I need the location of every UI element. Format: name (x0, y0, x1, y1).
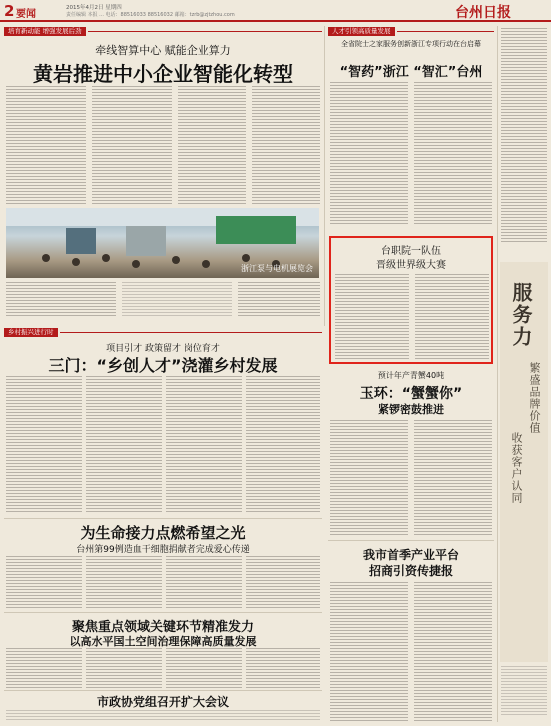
article-subhead: 以高水平国土空间治理保障高质量发展 (69, 635, 257, 648)
column-banner-talent (328, 27, 494, 36)
article-headline: 聚焦重点领域关键环节精准发力 (71, 620, 254, 635)
brand-ad (500, 262, 548, 662)
article-body (414, 82, 492, 224)
article-body (330, 582, 408, 722)
article-body (238, 282, 320, 318)
article-headline: “智药”浙江 “智汇”台州 (339, 65, 483, 80)
ad-slogan-1: 繁盛品牌价值 (528, 362, 541, 434)
column-tag: 培育新动能 增强发展后劲 (4, 27, 86, 36)
article-body (166, 556, 242, 610)
ad-slogan-2: 收获客户认同 (510, 432, 523, 504)
article-body (166, 648, 242, 688)
section-divider (328, 540, 494, 541)
article-subhead: 台州第99例造血干细胞捐献者完成爱心传递 (76, 545, 250, 555)
article-body (246, 648, 320, 688)
section-divider (4, 690, 322, 691)
article-headline: 黄岩推进中小企业智能化转型 (33, 62, 293, 86)
article-subhead: 紧锣密鼓推进 (378, 403, 444, 416)
article-body (86, 648, 162, 688)
column-tag: 乡村振兴进行时 (4, 328, 58, 337)
column-rule (60, 332, 323, 333)
column-rule (88, 31, 322, 32)
column-banner-rural (4, 328, 322, 337)
section-divider (4, 518, 322, 519)
photo-caption: 浙江泵与电机展览会 (241, 264, 313, 273)
article-headline: 晋级世界级大赛 (376, 260, 446, 271)
article-body (335, 274, 409, 360)
column-divider (497, 26, 498, 722)
article-body (92, 86, 172, 204)
exhibition-photo (6, 208, 319, 278)
article-kicker: 牵线智算中心 赋能企业算力 (95, 44, 231, 57)
article-body (246, 376, 320, 514)
article-kicker: 全省院士之家服务创新浙江专项行动在台启幕 (341, 40, 481, 48)
column-divider (324, 26, 325, 326)
article-body (122, 282, 232, 318)
article-headline: 我市首季产业平台 (362, 548, 459, 562)
article-body (6, 710, 320, 722)
editor-info: 责任编辑 本报 ... 电话：88516033 88516032 邮箱：tzrb@zjtzhou.com (66, 12, 235, 18)
article-kicker: 项目引才 政策留才 岗位育才 (106, 344, 220, 354)
side-column-text (501, 666, 547, 716)
article-body (6, 648, 82, 688)
article-body (178, 86, 246, 204)
page-number: 2 (4, 2, 15, 20)
article-body (86, 376, 162, 514)
side-column-text (501, 28, 547, 242)
article-kicker: 预计年产青蟹40吨 (377, 371, 445, 380)
paper-logo: 台州日报 (455, 5, 511, 21)
article-body (166, 376, 242, 514)
article-body (6, 376, 82, 514)
article-body (252, 86, 320, 204)
article-body (86, 556, 162, 610)
article-headline: 为生命接力点燃希望之光 (80, 524, 246, 542)
article-headline: 玉环：“蟹蟹你” (359, 386, 463, 402)
article-kicker: 台职院一队伍 (381, 246, 441, 257)
article-body (6, 282, 116, 318)
ad-title: 服务力 (509, 282, 533, 348)
article-body (246, 556, 320, 610)
article-body (414, 420, 492, 536)
article-body (415, 274, 489, 360)
article-subhead: 招商引资传捷报 (368, 564, 453, 578)
article-headline: 市政协党组召开扩大会议 (96, 695, 229, 709)
article-body (414, 582, 492, 722)
column-tag: 人才引领高质量发展 (328, 27, 395, 36)
issue-date: 2015年4月2日 星期四 (66, 5, 122, 11)
column-rule (397, 31, 495, 32)
article-body (330, 82, 408, 224)
section-name: 要闻 (16, 9, 36, 20)
article-body (6, 556, 82, 610)
article-body (330, 420, 408, 536)
section-divider (4, 612, 322, 613)
masthead (0, 0, 551, 22)
article-headline: 三门：“乡创人才”浇灌乡村发展 (48, 356, 278, 375)
article-body (6, 86, 86, 204)
column-banner-new-momentum (4, 27, 322, 36)
